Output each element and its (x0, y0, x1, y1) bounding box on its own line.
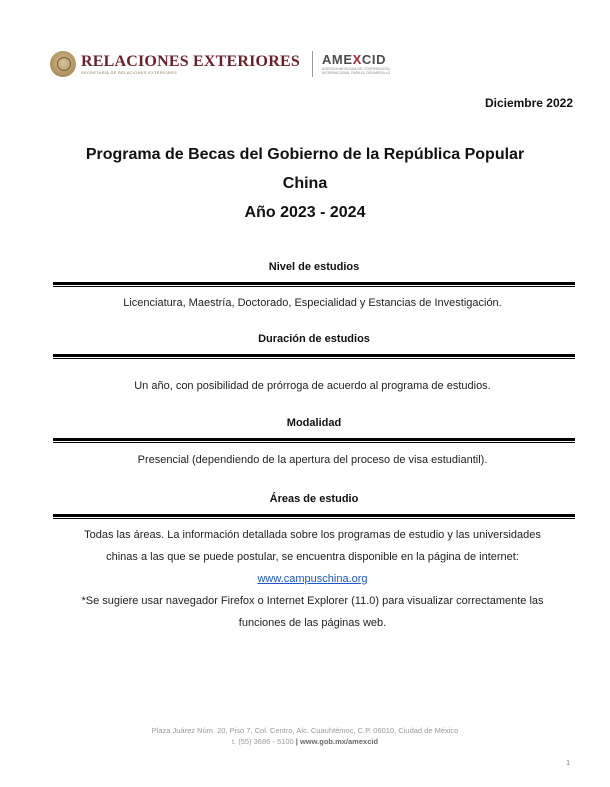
page-number: 1 (566, 760, 570, 767)
footer-website: www.gob.mx/amexcid (299, 737, 379, 746)
amexcid-logo (322, 53, 390, 76)
areas-line-2: chinas a las que se puede postular, se encuentra disponible en la página de internet: (106, 551, 519, 563)
footer-contact (0, 736, 610, 747)
footer-phone: t. (55) 3686 - 5100 (231, 737, 294, 746)
areas-line-1: Todas las áreas. La información detallada sobre los programas de estudio y las universidades (84, 529, 541, 541)
section-heading-duracion: Duración de estudios (258, 333, 370, 345)
footer-separator: | (293, 737, 300, 746)
browser-note-line-1: *Se sugiere usar navegador Firefox o Internet Explorer (11.0) para visualizar correctamente las (81, 595, 544, 607)
section-body-duracion: Un año, con posibilidad de prórroga de acuerdo al programa de estudios. (134, 380, 491, 392)
amexcid-suffix: CID (361, 51, 387, 67)
footer (0, 725, 610, 747)
browser-note-line-2: funciones de las páginas web. (238, 617, 387, 629)
title-line-1: Programa de Becas del Gobierno de la República Popular (85, 146, 525, 163)
section-divider (53, 514, 575, 517)
document-title (40, 140, 570, 227)
title-line-2: China (282, 175, 328, 192)
amexcid-title (322, 53, 390, 67)
amexcid-subtitle-1: AGENCIA MEXICANA DE COOPERACIÓN (321, 66, 390, 71)
mexico-seal-icon (50, 51, 76, 77)
section-body-nivel: Licenciatura, Maestría, Doctorado, Especialidad y Estancias de Investigación. (123, 297, 502, 309)
header-logos (50, 48, 390, 80)
amexcid-prefix: AME (321, 51, 353, 67)
section-divider (53, 354, 575, 357)
section-body-areas (45, 524, 580, 634)
section-body-modalidad: Presencial (dependiendo de la apertura del proceso de visa estudiantil). (137, 454, 488, 466)
campuschina-link[interactable]: www.campuschina.org (257, 573, 368, 585)
section-heading-areas: Áreas de estudio (269, 493, 359, 505)
footer-address: Plaza Juárez Núm. 20, Piso 7, Col. Centro, Alc. Cuauhtémoc, C.P. 06010, Ciudad de México (151, 726, 459, 735)
logo-divider (312, 51, 313, 77)
title-line-3: Año 2023 - 2024 (244, 204, 366, 221)
section-heading-nivel: Nivel de estudios (268, 261, 360, 273)
sre-title: RELACIONES EXTERIORES (81, 53, 300, 70)
amexcid-subtitle-2: INTERNACIONAL PARA EL DESARROLLO (321, 71, 391, 75)
document-date: Diciembre 2022 (484, 96, 573, 110)
sre-subtitle: SECRETARÍA DE RELACIONES EXTERIORES (81, 70, 178, 75)
amexcid-x: X (352, 51, 362, 67)
section-heading-modalidad: Modalidad (286, 417, 342, 429)
section-divider (53, 438, 575, 441)
sre-logo (81, 53, 300, 75)
section-divider (53, 282, 575, 285)
